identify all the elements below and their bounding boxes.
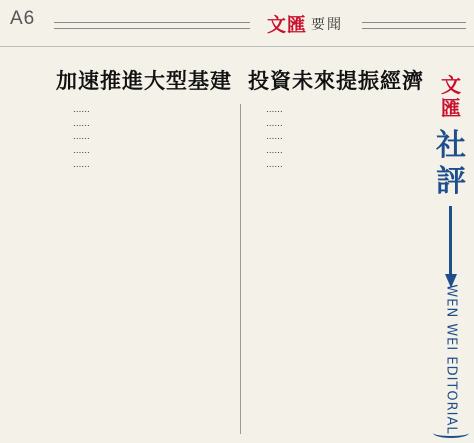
sidebar-brand-logo: 文匯 — [441, 73, 461, 120]
article-paragraph: …… — [73, 158, 90, 169]
article-body — [56, 104, 426, 434]
sidebar-english-text: WEN WEI EDITORIAL — [443, 283, 459, 435]
article-paragraph: …… — [73, 117, 90, 128]
headline-part-1: 加速推進大型基建 — [56, 68, 232, 93]
article-column-right — [249, 104, 425, 434]
sidebar-flourish — [433, 428, 469, 438]
sidebar-english-label — [430, 283, 472, 435]
headline-part-2: 投資未來提振經濟 — [248, 68, 424, 93]
header-rule-right — [362, 22, 466, 29]
article-paragraph: …… — [73, 104, 90, 114]
article-paragraph: …… — [266, 145, 283, 156]
article-paragraph: …… — [266, 117, 283, 128]
article-paragraph: …… — [73, 131, 90, 142]
section-masthead — [255, 10, 355, 37]
article-paragraph: …… — [73, 145, 90, 156]
article-paragraph: …… — [266, 131, 283, 142]
article-column-left — [56, 104, 232, 434]
headline — [56, 66, 426, 94]
article-paragraph: …… — [266, 104, 283, 114]
page-number: A6 — [10, 8, 36, 29]
header-divider — [0, 46, 474, 47]
page-header — [0, 0, 474, 48]
pen-shaft — [449, 206, 452, 276]
column-divider — [240, 104, 241, 434]
sidebar-title: 社評 — [436, 128, 466, 199]
section-name: 要聞 — [311, 16, 343, 33]
brand-logo: 文匯 — [266, 14, 307, 36]
editorial-sidebar — [428, 66, 474, 438]
header-rule-left — [54, 22, 250, 29]
article-paragraph: …… — [266, 158, 283, 169]
